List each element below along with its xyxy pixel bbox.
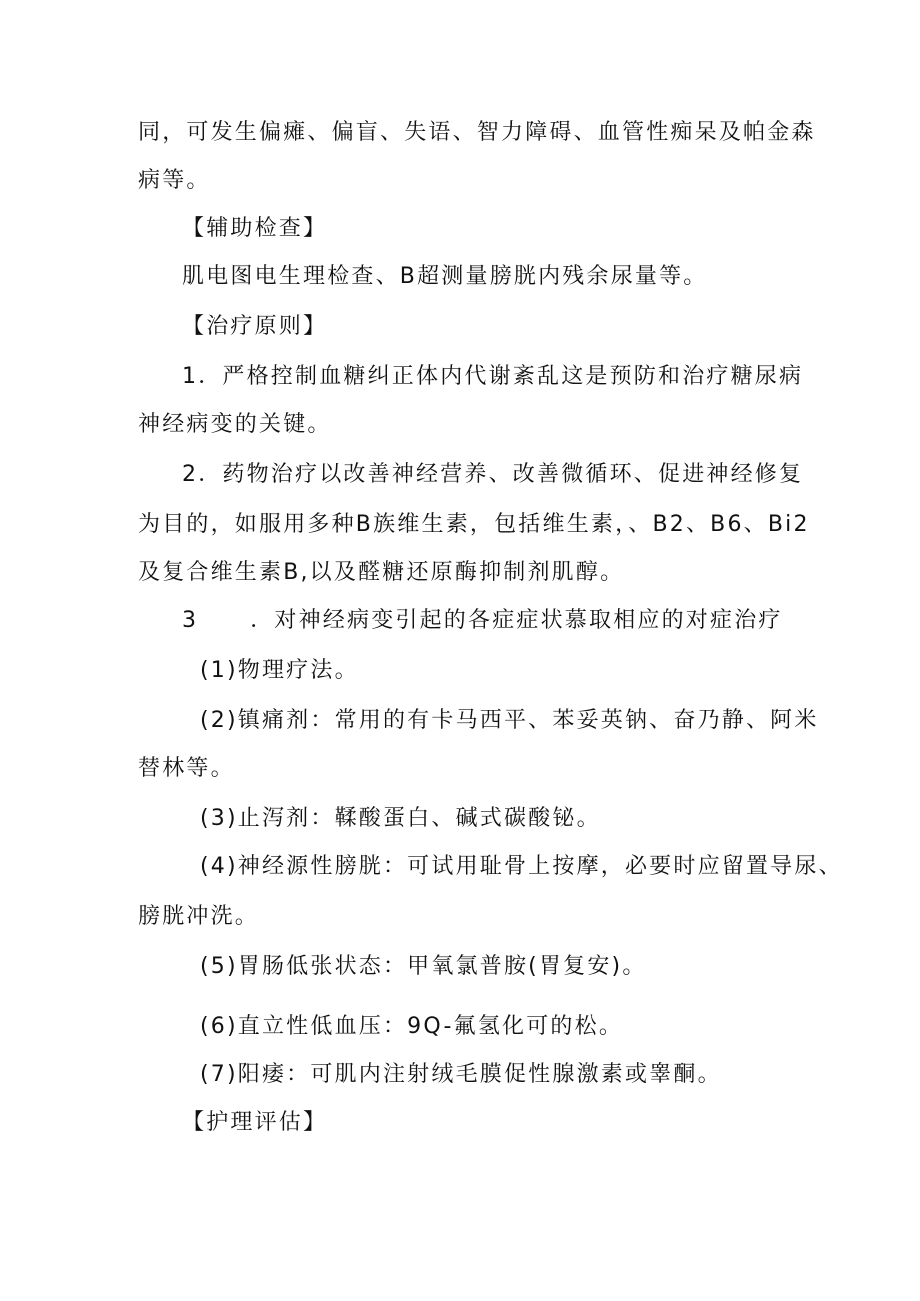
section-heading-treatment-principles: 【治疗原则】: [182, 314, 328, 339]
paragraph-line: 神经病变的关键。: [138, 412, 332, 437]
sub-list-item: (7)阳痿：可肌内注射绒毛膜促性腺激素或睾酮。: [200, 1062, 722, 1087]
paragraph-line: 替林等。: [138, 756, 235, 781]
list-item: [182, 606, 783, 636]
section-heading-auxiliary-exam: 【辅助检查】: [182, 216, 328, 241]
sub-list-item: (3)止泻剂：鞣酸蛋白、碱式碳酸铋。: [200, 806, 601, 831]
paragraph-line: 同，可发生偏瘫、偏盲、失语、智力障碍、血管性痴呆及帕金森: [138, 120, 816, 145]
paragraph-line: 为目的，如服用多种B族维生素，包括维生素，、B2、B6、Bi2: [138, 512, 810, 537]
paragraph-line: 肌电图电生理检查、B超测量膀胱内残余尿量等。: [182, 264, 708, 289]
sub-list-item: (6)直立性低血压：9Q-氟氢化可的松。: [200, 1014, 624, 1039]
sub-list-item: (4)神经源性膀胱：可试用耻骨上按摩，必要时应留置导尿、: [200, 854, 843, 879]
list-item-number: 3: [182, 608, 199, 633]
section-heading-nursing-assessment: 【护理评估】: [182, 1110, 328, 1135]
sub-list-item: (2)镇痛剂：常用的有卡马西平、苯妥英钠、奋乃静、阿米: [200, 708, 819, 733]
paragraph-line: 及复合维生素B,以及醛糖还原酶抑制剂肌醇。: [138, 560, 625, 585]
paragraph-line: 病等。: [138, 168, 211, 193]
list-item-text: ．对神经病变引起的各症症状慕取相应的对症治疗: [250, 608, 783, 633]
sub-list-item: (5)胃肠低张状态：甲氧氯普胺(胃复安)。: [200, 954, 647, 979]
sub-list-item: (1)物理疗法。: [200, 658, 359, 683]
paragraph-line: 膀胱冲洗。: [138, 904, 260, 929]
list-item: 1．严格控制血糖纠正体内代谢紊乱这是预防和治疗糖尿病: [182, 364, 804, 389]
list-item: 2．药物治疗以改善神经营养、改善微循环、促进神经修复: [182, 462, 804, 487]
